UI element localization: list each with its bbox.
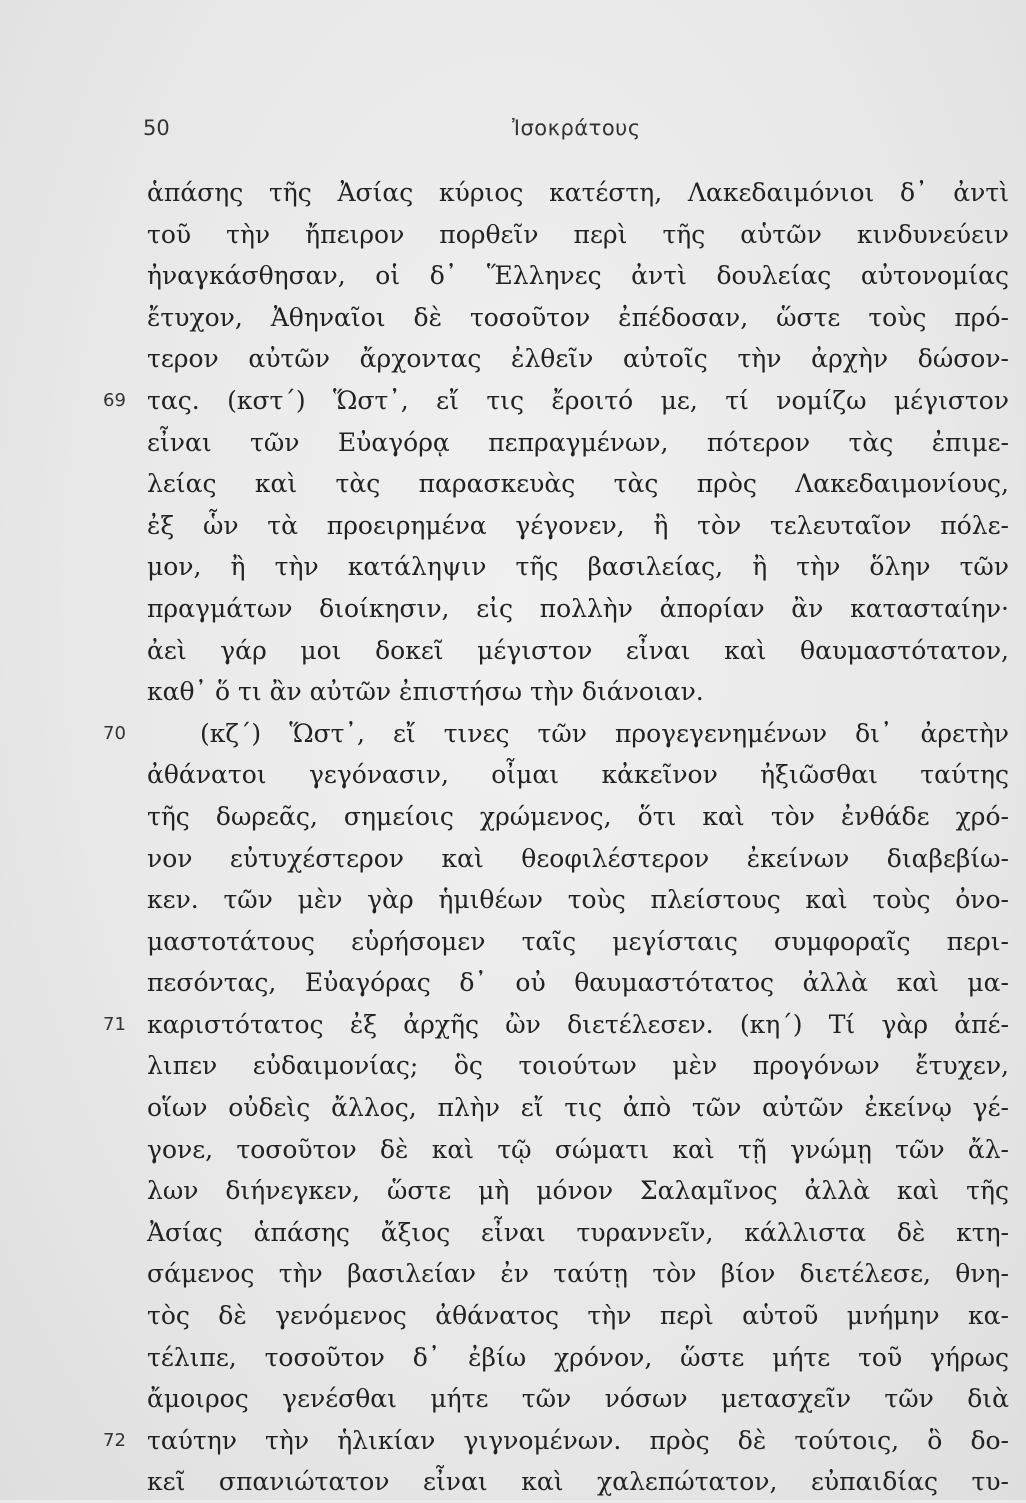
line-text: (κζ΄) Ὥστ᾿, εἴ τινες τῶν προγεγενημένων δι᾿ ἀρετὴν	[200, 718, 1009, 748]
section-number: 72	[103, 1429, 126, 1451]
text-line	[0, 505, 1026, 547]
running-head: Ἰσοκράτους	[512, 116, 641, 140]
line-text: ἔτυχον, Ἀθηναῖοι δὲ τοσοῦτον ἐπέδοσαν, ὥστε τοὺς πρό-	[147, 302, 1009, 332]
line-text: τας. (κστ΄) Ὥστ᾿, εἴ τις ἔροιτό με, τί νομίζω μέγιστον	[147, 385, 1009, 415]
line-text: ἀεὶ γάρ μοι δοκεῖ μέγιστον εἶναι καὶ θαυμαστότατον,	[147, 635, 1009, 665]
line-text: τῆς δωρεᾶς, σημείοις χρώμενος, ὅτι καὶ τὸν ἐνθάδε χρό-	[147, 801, 1009, 831]
text-line	[0, 380, 1026, 422]
text-line	[0, 1004, 1026, 1046]
text-line	[0, 1087, 1026, 1129]
text-line	[0, 1212, 1026, 1254]
line-text: καριστότατος ἐξ ἀρχῆς ὢν διετέλεσεν. (κη΄) Τί γὰρ ἀπέ-	[147, 1009, 1009, 1039]
line-text: τὸς δὲ γενόμενος ἀθάνατος τὴν περὶ αὑτοῦ μνήμην κα-	[147, 1301, 1009, 1331]
section-number: 71	[103, 1013, 126, 1035]
text-line	[0, 422, 1026, 464]
section-number: 69	[103, 389, 126, 411]
text-line	[0, 588, 1026, 630]
line-text: πραγμάτων διοίκησιν, εἰς πολλὴν ἀπορίαν ἂν κατασταίην·	[147, 593, 1009, 623]
line-text: τερον αὐτῶν ἄρχοντας ἐλθεῖν αὐτοῖς τὴν ἀρχὴν δώσον-	[147, 344, 1009, 374]
body-text	[0, 172, 1026, 1503]
text-line	[0, 214, 1026, 256]
text-line	[0, 255, 1026, 297]
text-line	[0, 671, 1026, 713]
line-text: καθ᾿ ὅ τι ἂν αὐτῶν ἐπιστήσω τὴν διάνοιαν.	[147, 677, 704, 707]
text-line	[0, 796, 1026, 838]
text-line	[0, 1461, 1026, 1503]
line-text: κεν. τῶν μὲν γὰρ ἡμιθέων τοὺς πλείστους καὶ τοὺς ὀνο-	[147, 885, 1009, 915]
text-line	[0, 338, 1026, 380]
line-text: εἶναι τῶν Εὐαγόρᾳ πεπραγμένων, πότερον τὰς ἐπιμε-	[147, 427, 1009, 457]
text-line	[0, 297, 1026, 339]
text-line	[0, 1337, 1026, 1379]
text-line	[0, 921, 1026, 963]
line-text: μον, ἢ τὴν κατάληψιν τῆς βασιλείας, ἢ τὴν ὅλην τῶν	[147, 552, 1009, 582]
line-text: ταύτην τὴν ἡλικίαν γιγνομένων. πρὸς δὲ τούτοις, ὃ δο-	[147, 1425, 1009, 1455]
text-line	[0, 1420, 1026, 1462]
page-header	[0, 116, 1026, 146]
line-text: λείας καὶ τὰς παρασκευὰς τὰς πρὸς Λακεδαιμονίους,	[147, 469, 1009, 499]
text-line	[0, 838, 1026, 880]
text-line	[0, 630, 1026, 672]
text-line	[0, 879, 1026, 921]
line-text: σάμενος τὴν βασιλείαν ἐν ταύτῃ τὸν βίον διετέλεσε, θνη-	[147, 1259, 1009, 1289]
line-text: λων διήνεγκεν, ὥστε μὴ μόνον Σαλαμῖνος ἀλλὰ καὶ τῆς	[147, 1176, 1009, 1206]
line-text: ἠναγκάσθησαν, οἱ δ᾿ Ἕλληνες ἀντὶ δουλείας αὐτονομίας	[147, 261, 1009, 291]
line-text: ἀθάνατοι γεγόνασιν, οἶμαι κἀκεῖνον ἠξιῶσθαι ταύτης	[147, 760, 1009, 790]
text-line	[0, 1295, 1026, 1337]
text-line	[0, 962, 1026, 1004]
line-text: ἐξ ὧν τὰ προειρημένα γέγονεν, ἢ τὸν τελευταῖον πόλε-	[147, 510, 1009, 540]
text-line	[0, 1129, 1026, 1171]
text-line	[0, 546, 1026, 588]
line-text: ἄμοιρος γενέσθαι μήτε τῶν νόσων μετασχεῖν τῶν διὰ	[147, 1384, 1009, 1414]
line-text: ἁπάσης τῆς Ἀσίας κύριος κατέστη, Λακεδαιμόνιοι δ᾿ ἀντὶ	[147, 178, 1009, 207]
text-line	[0, 463, 1026, 505]
section-number: 70	[103, 722, 126, 744]
page-number: 50	[143, 116, 170, 140]
text-line	[0, 1045, 1026, 1087]
text-line	[0, 172, 1026, 214]
line-text: τέλιπε, τοσοῦτον δ᾿ ἐβίω χρόνον, ὥστε μήτε τοῦ γήρως	[147, 1342, 1009, 1372]
line-text: κεῖ σπανιώτατον εἶναι καὶ χαλεπώτατον, εὐπαιδίας τυ-	[147, 1467, 1009, 1497]
text-line	[0, 713, 1026, 755]
text-line	[0, 1170, 1026, 1212]
line-text: πεσόντας, Εὐαγόρας δ᾿ οὐ θαυμαστότατος ἀλλὰ καὶ μα-	[147, 968, 1009, 998]
text-line	[0, 1253, 1026, 1295]
text-line	[0, 754, 1026, 796]
line-text: νον εὐτυχέστερον καὶ θεοφιλέστερον ἐκείνων διαβεβίω-	[147, 843, 1009, 873]
line-text: Ἀσίας ἁπάσης ἄξιος εἶναι τυραννεῖν, κάλλιστα δὲ κτη-	[147, 1217, 1009, 1247]
line-text: οἵων οὐδεὶς ἄλλος, πλὴν εἴ τις ἀπὸ τῶν αὐτῶν ἐκείνῳ γέ-	[147, 1093, 1009, 1123]
line-text: τοῦ τὴν ἤπειρον πορθεῖν περὶ τῆς αὑτῶν κινδυνεύειν	[147, 219, 1009, 249]
text-line	[0, 1378, 1026, 1420]
line-text: μαστοτάτους εὑρήσομεν ταῖς μεγίσταις συμφοραῖς περι-	[147, 926, 1009, 956]
line-text: λιπεν εὐδαιμονίας; ὃς τοιούτων μὲν προγόνων ἔτυχεν,	[147, 1051, 1009, 1081]
line-text: γονε, τοσοῦτον δὲ καὶ τῷ σώματι καὶ τῇ γνώμῃ τῶν ἄλ-	[147, 1134, 1009, 1164]
